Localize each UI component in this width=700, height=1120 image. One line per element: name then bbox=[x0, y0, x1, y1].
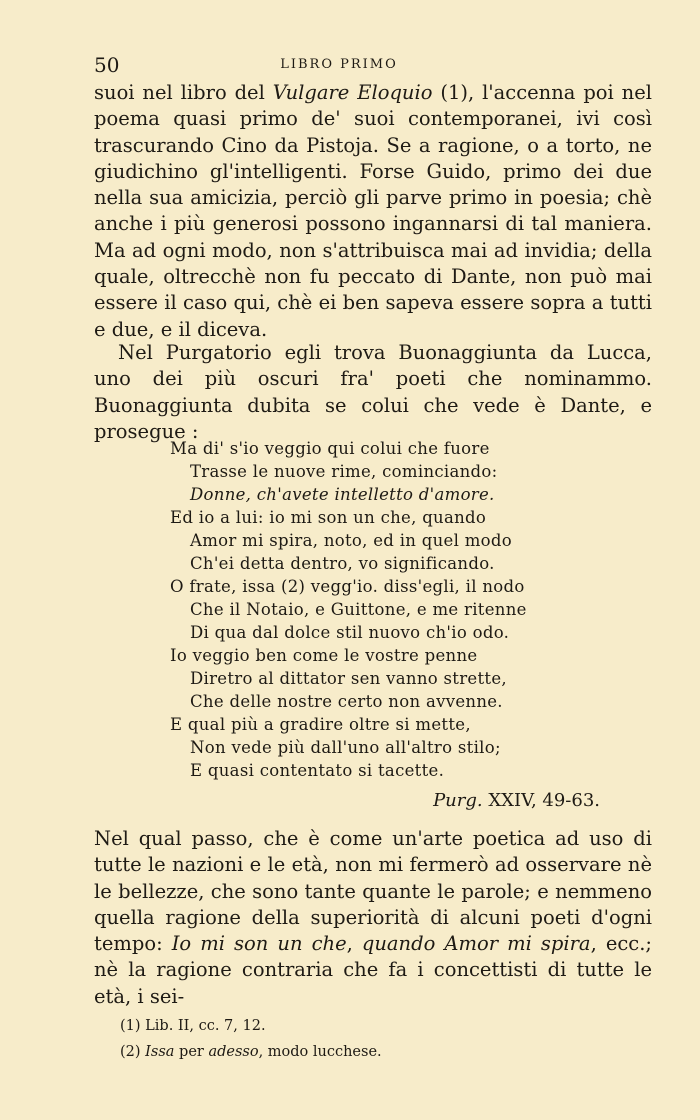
paragraph-3-text: , ecc.; nè la ragione contraria che fa i concettisti di tutte le età, i sei- bbox=[94, 932, 652, 1008]
verse-line: Ed io a lui: io mi son un che, quando bbox=[170, 508, 487, 527]
verse-line: Diretro al dittator sen vanno strette, bbox=[190, 669, 507, 688]
citation-reference: XXIV, 49-63. bbox=[482, 790, 600, 811]
work-title-vulgare-eloquio: Vulgare Eloquio bbox=[272, 81, 433, 104]
footnote-2-mark: (2) bbox=[120, 1044, 146, 1060]
paragraph-2: Nel Purgatorio egli trova Buonaggiunta da Lucca, uno dei più oscuri fra' poeti che nominammo. Buonaggiunta dubita se colui che vede è Dante, e prosegue : bbox=[94, 341, 652, 443]
verse-line: Io veggio ben come le vostre penne bbox=[170, 646, 478, 665]
page-number: 50 bbox=[94, 53, 120, 77]
verse-quotation bbox=[170, 437, 590, 782]
verse-line: Ma di' s'io veggio qui colui che fuore bbox=[170, 439, 490, 458]
paragraph-1-text: suoi nel libro del bbox=[94, 81, 273, 104]
footnote-1: (1) Lib. II, cc. 7, 12. bbox=[120, 1018, 266, 1034]
quoted-phrase: quando Amor mi spira bbox=[361, 932, 591, 956]
citation-work: Purg. bbox=[433, 790, 483, 811]
verse-line: E qual più a gradire oltre si mette, bbox=[170, 715, 471, 734]
verse-line: Che il Notaio, e Guittone, e me ritenne bbox=[190, 600, 527, 619]
paragraph-1 bbox=[94, 80, 652, 343]
verse-line: Donne, ch'avete intelletto d'amore. bbox=[190, 485, 495, 504]
paragraph-1-text: (1), l'accenna poi nel poema quasi primo de' suoi contemporanei, ivi così trascurando Cino da Pistoja. Se a ragione, o a torto, ne giudichino gl'intelligenti. Forse Guido, primo dei due nella sua amicizia, perciò gli parve primo in poesia; chè anche i più generosi possono ingannarsi di tal maniera. Ma ad ogni modo, non s'attribuisca mai ad invidia; della quale, oltrecchè non fu peccato di Dante, non può mai essere il caso qui, chè ei ben sapeva essere sopra a tutti e due, e il diceva. bbox=[94, 81, 653, 341]
verse-line: Trasse le nuove rime, cominciando: bbox=[190, 462, 498, 481]
footnotes bbox=[120, 1013, 620, 1065]
footnote-2 bbox=[120, 1039, 620, 1065]
verse-line: E quasi contentato si tacette. bbox=[190, 761, 445, 780]
footnote-2-text: per bbox=[174, 1044, 209, 1060]
page-header bbox=[94, 53, 584, 79]
paragraph-3-text: , bbox=[346, 932, 362, 956]
verse-line: Di qua dal dolce stil nuovo ch'io odo. bbox=[190, 623, 510, 642]
paragraph-3-text: Nel qual passo, che è come un'arte poetica ad uso di tutte le nazioni e le età, non mi fermerò ad osservare nè le bellezze, che sono tante quante le parole; e nemmeno quella ragione della superiorità di alcuni poeti d'ogni tempo: bbox=[94, 827, 652, 956]
verse-citation bbox=[380, 790, 600, 811]
running-title: LIBRO PRIMO bbox=[280, 57, 398, 72]
verse-line: Che delle nostre certo non avvenne. bbox=[190, 692, 503, 711]
footnote-2-gloss: adesso bbox=[208, 1044, 259, 1060]
verse-line: Ch'ei detta dentro, vo significando. bbox=[190, 554, 495, 573]
verse-line: Amor mi spira, noto, ed in quel modo bbox=[190, 531, 513, 550]
paragraph-3 bbox=[94, 826, 652, 1010]
verse-line: O frate, issa (2) vegg'io. diss'egli, il nodo bbox=[170, 577, 525, 596]
footnote-2-word: Issa bbox=[145, 1044, 175, 1060]
footnote-2-text: , modo lucchese. bbox=[258, 1044, 382, 1060]
quoted-phrase: Io mi son un che bbox=[171, 932, 347, 956]
verse-line: Non vede più dall'uno all'altro stilo; bbox=[190, 738, 501, 757]
